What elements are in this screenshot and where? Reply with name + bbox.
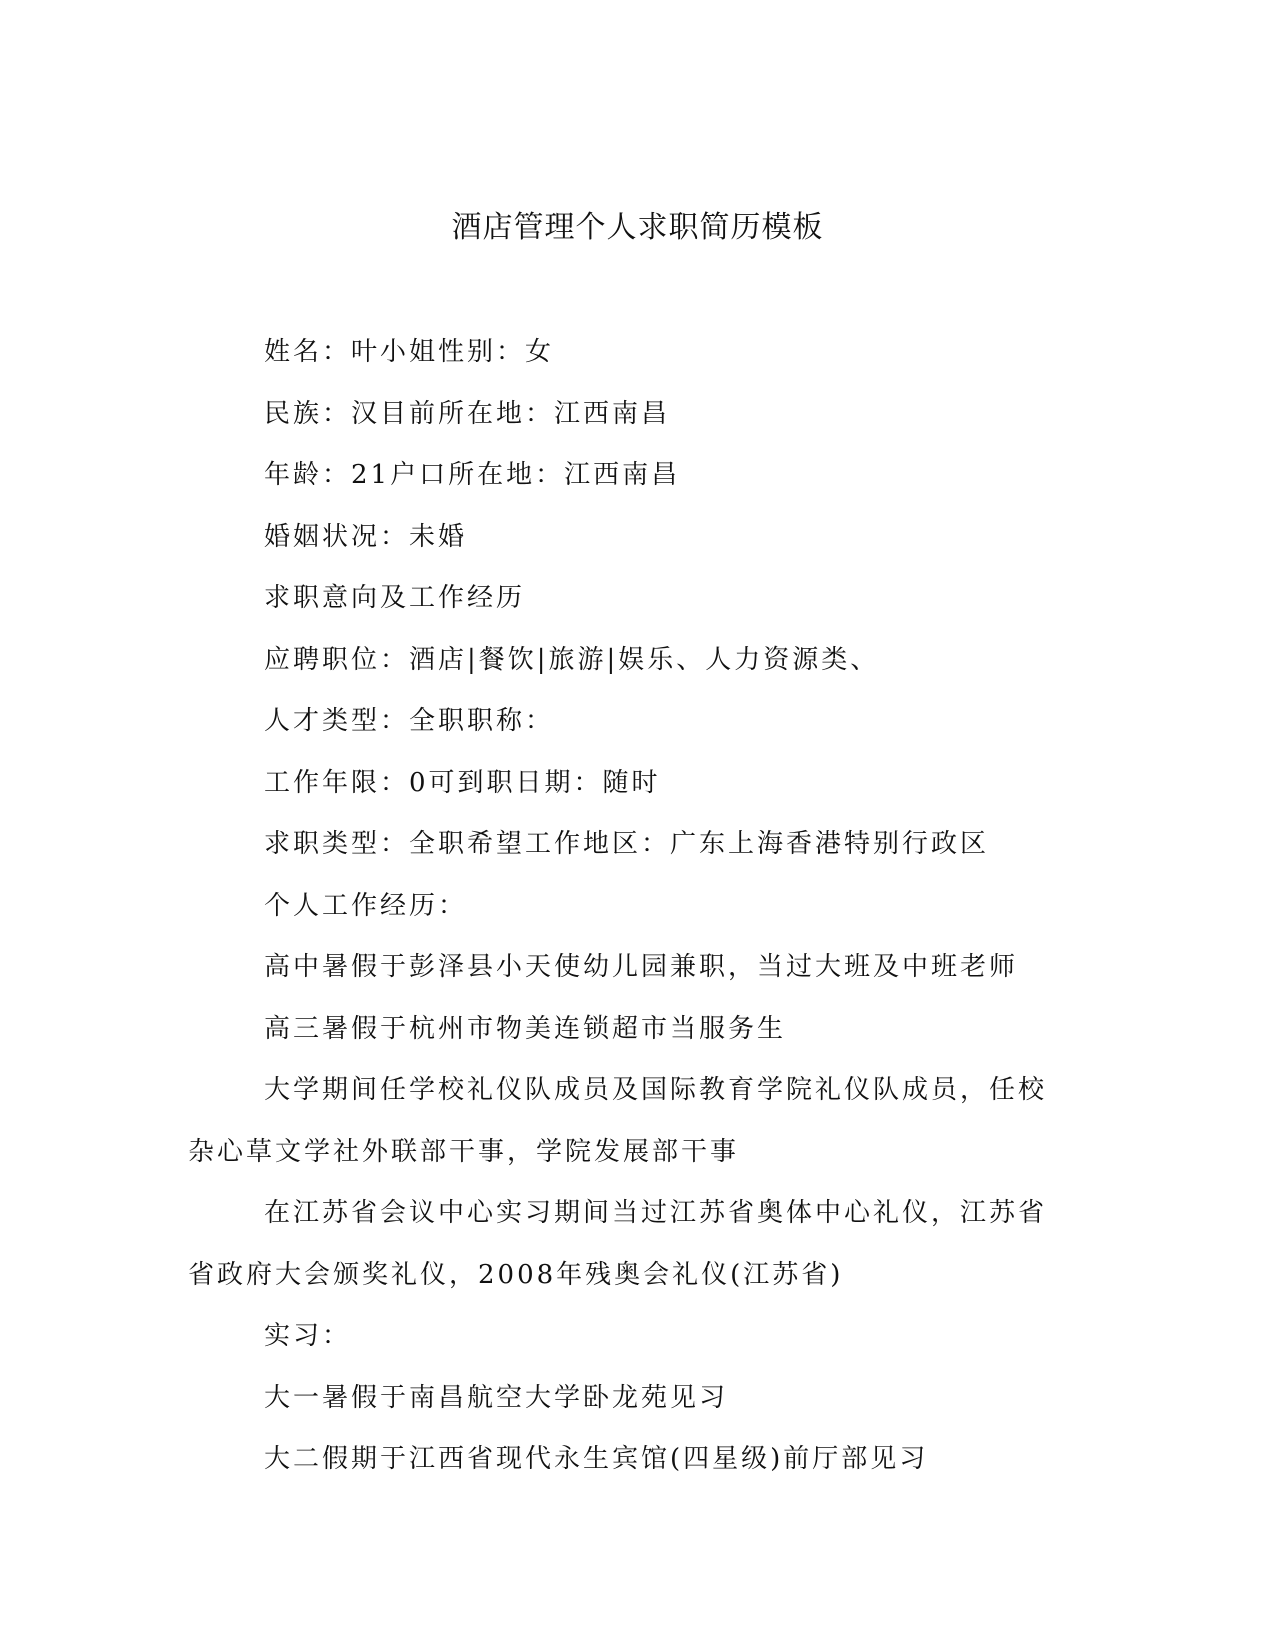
paragraph-sophomore-internship: 大二假期于江西省现代永生宾馆(四星级)前厅部见习 xyxy=(264,1444,929,1474)
paragraph-work-years: 工作年限：0可到职日期：随时 xyxy=(264,767,661,798)
section-heading-job-intent: 求职意向及工作经历 xyxy=(264,583,526,613)
paragraph-ethnicity-location: 民族：汉目前所在地：江西南昌 xyxy=(264,398,671,429)
paragraph-marital-status: 婚姻状况：未婚 xyxy=(264,521,468,552)
section-heading-work-experience: 个人工作经历： xyxy=(264,890,468,921)
paragraph-freshman-internship: 大一暑假于南昌航空大学卧龙苑见习 xyxy=(264,1382,729,1413)
paragraph-university-roles: 大学期间任学校礼仪队成员及国际教育学院礼仪队成员，任校杂心草文学社外联部干事，学院发展部干事 xyxy=(188,1075,1048,1167)
paragraph-desired-position: 应聘职位：酒店|餐饮|旅游|娱乐、人力资源类、 xyxy=(264,644,880,675)
paragraph-age-hukou: 年龄：21户口所在地：江西南昌 xyxy=(264,460,681,490)
paragraph-internship-etiquette: 在江苏省会议中心实习期间当过江苏省奥体中心礼仪，江苏省省政府大会颁奖礼仪，2008年残奥会礼仪(江苏省) xyxy=(188,1198,1048,1290)
section-heading-internship: 实习： xyxy=(264,1321,352,1351)
paragraph-name-gender: 姓名：叶小姐性别：女 xyxy=(264,337,555,367)
paragraph-job-type-region: 求职类型：全职希望工作地区：广东上海香港特别行政区 xyxy=(264,829,990,859)
paragraph-highschool-summer-job: 高中暑假于彭泽县小天使幼儿园兼职，当过大班及中班老师 xyxy=(264,952,1019,982)
document-body xyxy=(188,322,1068,1491)
paragraph-talent-type: 人才类型：全职职称： xyxy=(264,706,555,736)
document-title: 酒店管理个人求职简历模板 xyxy=(451,210,824,245)
paragraph-senior-summer-job: 高三暑假于杭州市物美连锁超市当服务生 xyxy=(264,1013,787,1044)
